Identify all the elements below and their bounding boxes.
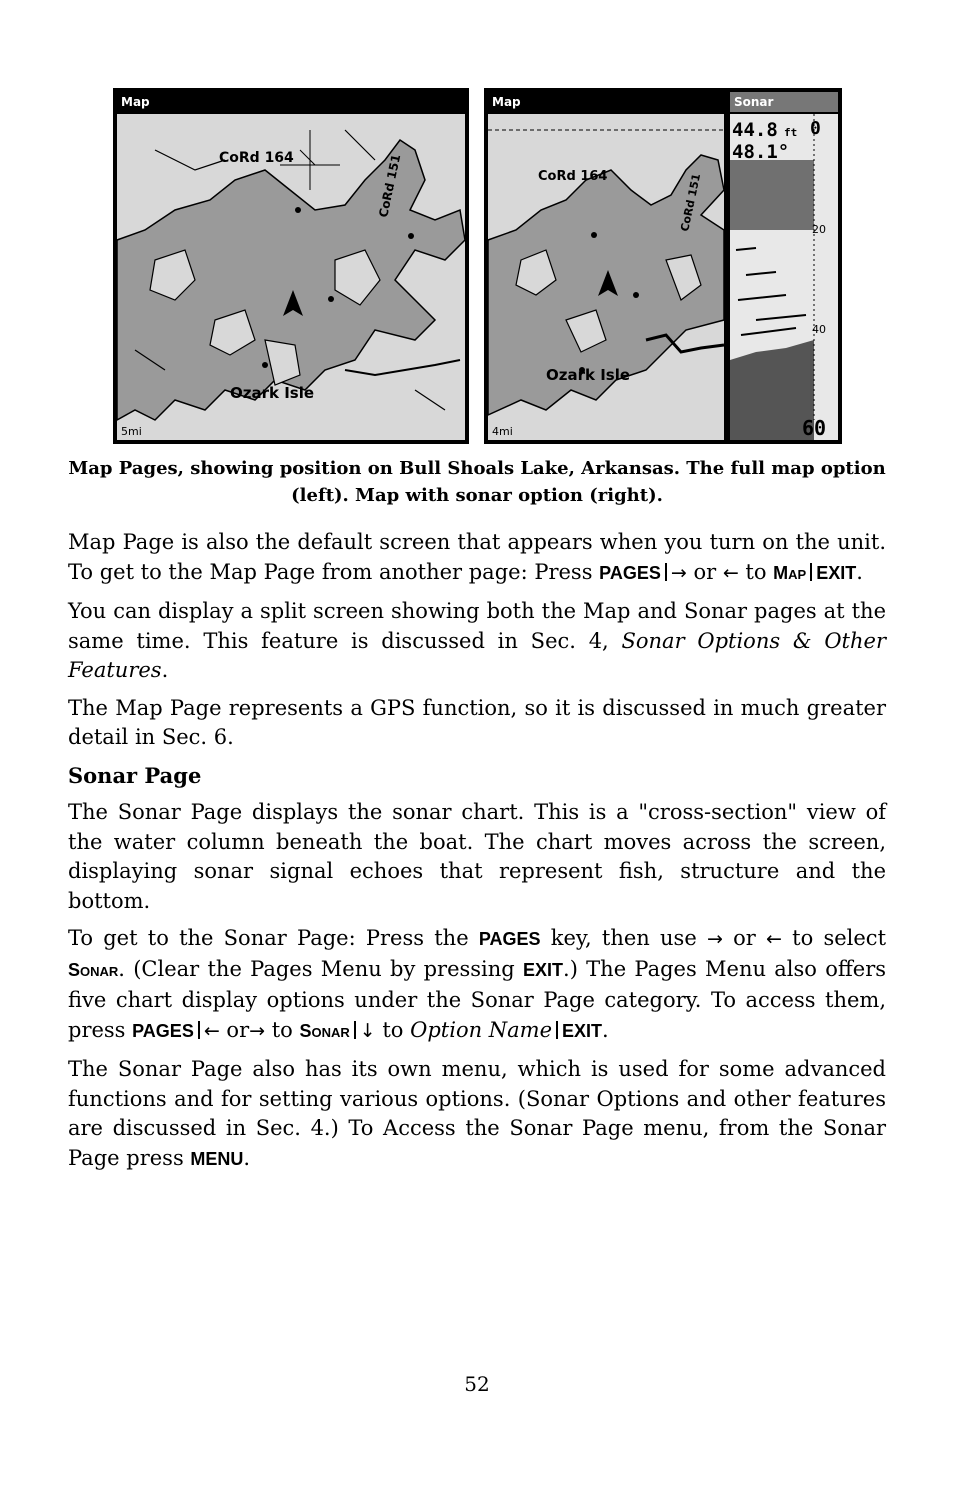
split-town-label: Ozark Isle	[546, 366, 631, 384]
sonar-header-text: Sonar	[734, 95, 774, 109]
separator	[198, 1021, 200, 1039]
body-text	[68, 528, 886, 1182]
down-arrow-icon: ↓	[359, 1019, 376, 1042]
left-arrow-icon: ←	[203, 1019, 220, 1042]
split-road-label: CoRd 164	[538, 169, 608, 184]
sonar-scale-top: 0	[810, 118, 821, 139]
road-label: CoRd 164	[219, 150, 294, 166]
right-arrow-icon: →	[706, 928, 723, 950]
page-number: 52	[464, 1372, 490, 1396]
paragraph-sonar-menu: The Sonar Page also has its own menu, which is used for some advanced functions and for setting various options. (Sonar Options and other features are discussed in Sec. 4.) To Access the Sonar Page menu, from the Sonar Page press MENU.	[68, 1057, 886, 1170]
town-label: Ozark Isle	[230, 384, 315, 402]
paragraph-sonar-access: To get to the Sonar Page: Press the PAGES key, then use → or ← to select SONAR. (Clear the Pages Menu by pressing EXIT.) The Pages Menu also offers five chart display options under the Sonar Page category. To access them, press PAGES ← or→ to SONAR ↓ to Option Name EXIT.	[68, 926, 887, 1042]
map-sonar-screen	[484, 88, 842, 444]
paragraph-map-default: Map Page is also the default screen that appears when you turn on the unit. To get to the Map Page from another page: Press PAGES → or ← to MAP EXIT.	[68, 530, 886, 584]
full-map-svg	[115, 90, 467, 442]
split-map-scale: 4mi	[492, 425, 513, 438]
map-scale: 5mi	[121, 425, 142, 438]
pages-key: PAGES	[478, 929, 541, 949]
or-text: or	[686, 559, 723, 584]
sonar-scale-bottom: 60	[802, 416, 827, 440]
map-header-bar	[117, 92, 465, 112]
split-road-vertical-label: CoRd 151	[678, 172, 704, 233]
separator	[556, 1021, 558, 1039]
left-arrow-icon: ←	[722, 561, 739, 584]
paragraph-gps: The Map Page represents a GPS function, so it is discussed in much greater detail in Sec. 6.	[68, 695, 886, 749]
paragraph-sonar-desc: The Sonar Page displays the sonar chart. This is a "cross-section" view of the water column beneath the boat. The chart moves across the screen, displaying sonar signal echoes that represent fish, structure and the bottom.	[68, 800, 886, 913]
p1-text: Map Page is also the default screen that appears when you turn on the unit. To get to the Map Page from another page: Press	[68, 530, 886, 584]
map-menu-item: MAP	[773, 562, 807, 583]
right-arrow-icon: →	[249, 1019, 266, 1042]
separator	[354, 1021, 356, 1039]
sonar-depth: 44.8	[732, 119, 778, 141]
sonar-depth-unit: ft	[784, 126, 798, 139]
sonar-temp: 48.1°	[732, 141, 790, 163]
sonar-surface-clutter	[730, 160, 814, 230]
exit-key: EXIT	[816, 562, 857, 583]
sonar-menu-item: SONAR	[68, 959, 119, 980]
split-map-header-text: Map	[492, 95, 521, 109]
figure-caption: Map Pages, showing position on Bull Shoals Lake, Arkansas. The full map option (left). Map with sonar option (right).	[68, 458, 886, 506]
pages-key: PAGES	[132, 1020, 194, 1041]
road-vertical-label: CoRd 151	[376, 153, 404, 219]
left-arrow-icon: ←	[766, 928, 782, 950]
menu-key: MENU	[190, 1148, 244, 1169]
separator	[810, 563, 812, 581]
sonar-page-heading: Sonar Page	[68, 762, 202, 788]
sonar-menu-item: SONAR	[299, 1020, 350, 1041]
full-map-screen	[113, 88, 469, 444]
map-sonar-svg	[486, 90, 840, 442]
sonar-scale-40: 40	[812, 323, 826, 336]
to-text: to	[738, 559, 774, 584]
exit-key: EXIT	[562, 1020, 603, 1041]
pages-key: PAGES	[599, 562, 661, 583]
map-pages-figure	[113, 88, 842, 444]
map-header-text: Map	[121, 95, 150, 109]
separator	[665, 563, 667, 581]
exit-key: EXIT	[523, 959, 564, 980]
sonar-options-ref: Sonar Options & Other Features	[68, 628, 886, 682]
option-name-ref: Option Name	[410, 1017, 553, 1042]
sonar-scale-20: 20	[812, 223, 826, 236]
paragraph-split-screen: You can display a split screen showing both the Map and Sonar pages at the same time. This feature is discussed in Sec. 4, Sonar Options & Other Features.	[68, 599, 886, 682]
right-arrow-icon: →	[670, 561, 687, 584]
